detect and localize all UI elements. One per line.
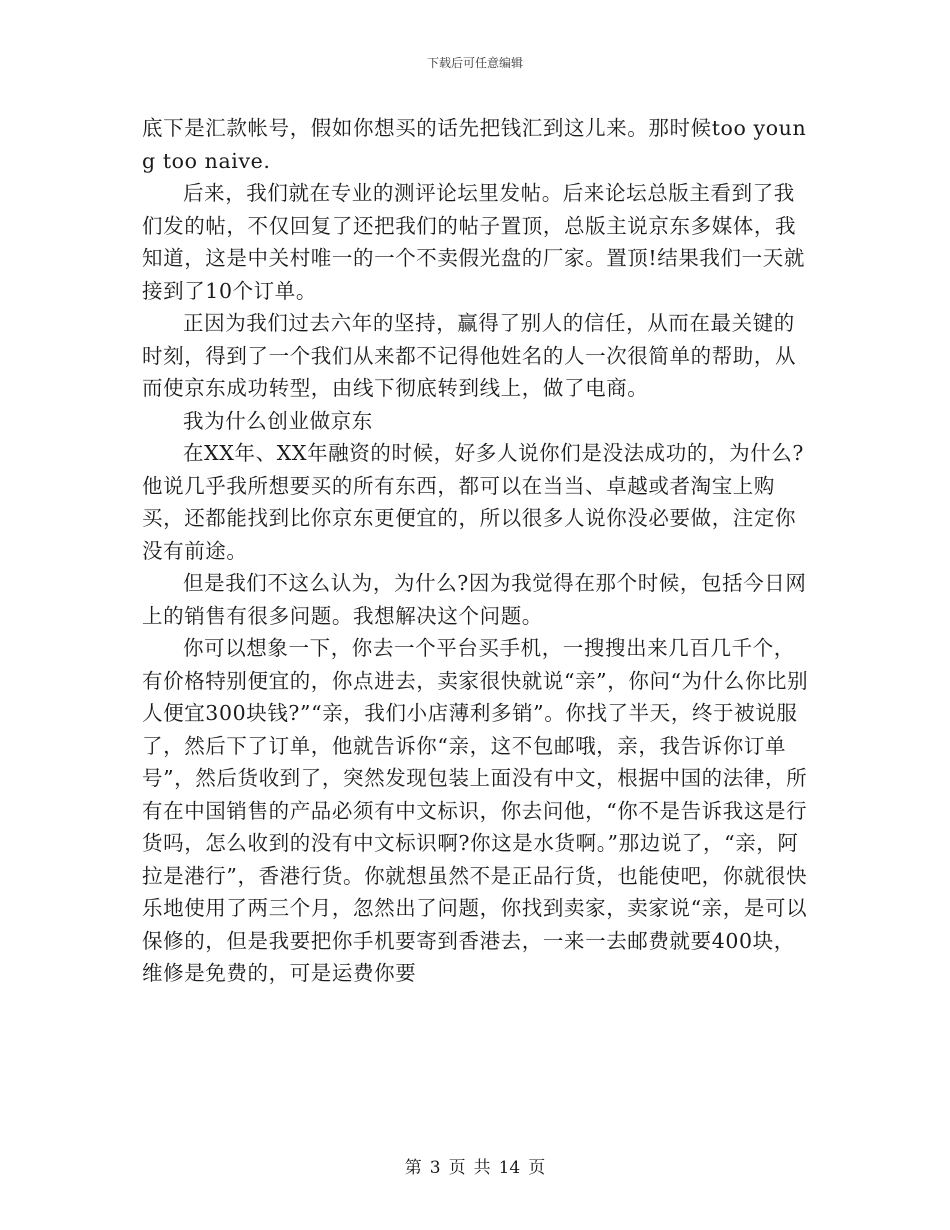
paragraph: 在XX年、XX年融资的时候，好多人说你们是没法成功的，为什么?他说几乎我所想要买的所有东西，都可以在当当、卓越或者淘宝上购买，还都能找到比你京东更便宜的，所以很多人说你没必要做，注定你没有前途。	[142, 441, 804, 563]
footer-label-end: 页	[528, 1158, 546, 1178]
paragraph: 但是我们不这么认为，为什么?因为我觉得在那个时候，包括今日网上的销售有很多问题。我想解决这个问题。	[142, 571, 807, 628]
footer-label-page: 第	[404, 1158, 422, 1178]
footer-label-of: 页	[448, 1158, 466, 1178]
footer-label-total: 共	[473, 1158, 491, 1178]
section-heading: 我为什么创业做京东	[183, 408, 373, 433]
paragraph: 底下是汇款帐号，假如你想买的话先把钱汇到这儿来。那时候too young too naive.	[142, 116, 807, 173]
page-header: 下载后可任意编辑	[426, 56, 523, 70]
current-page-number: 3	[429, 1158, 441, 1178]
paragraph: 你可以想象一下，你去一个平台买手机，一搜搜出来几百几千个，有价格特别便宜的，你点进去，卖家很快就说“亲”，你问“为什么你比别人便宜300块钱?”“亲，我们小店薄利多销”。你找了半天，终于被说服了，然后下了订单，他就告诉你“亲，这不包邮哦，亲，我告诉你订单号”，然后货收到了，突然发现包装上面没有中文，根据中国的法律，所有在中国销售的产品必须有中文标识，你去问他，“你不是告诉我这是行货吗，怎么收到的没有中文标识啊?你这是水货啊。”那边说了，“亲，阿拉是港行”，香港行货。你就想虽然不是正品行货，也能使吧，你就很快乐地使用了两三个月，忽然出了问题，你找到卖家，卖家说“亲，是可以保修的，但是我要把你手机要寄到香港去，一来一去邮费就要400块，维修是免费的，可是运费你要	[142, 636, 809, 985]
total-page-count: 14	[498, 1158, 521, 1178]
page-footer	[0, 1153, 950, 1178]
document-body	[142, 112, 810, 990]
paragraph: 正因为我们过去六年的坚持，赢得了别人的信任，从而在最关键的时刻，得到了一个我们从来都不记得他姓名的人一次很简单的帮助，从而使京东成功转型，由线下彻底转到线上，做了电商。	[142, 311, 797, 400]
paragraph: 后来，我们就在专业的测评论坛里发帖。后来论坛总版主看到了我们发的帖，不仅回复了还把我们的帖子置顶，总版主说京东多媒体，我知道，这是中关村唯一的一个不卖假光盘的厂家。置顶!结果我们一天就接到了10个订单。	[142, 181, 805, 303]
